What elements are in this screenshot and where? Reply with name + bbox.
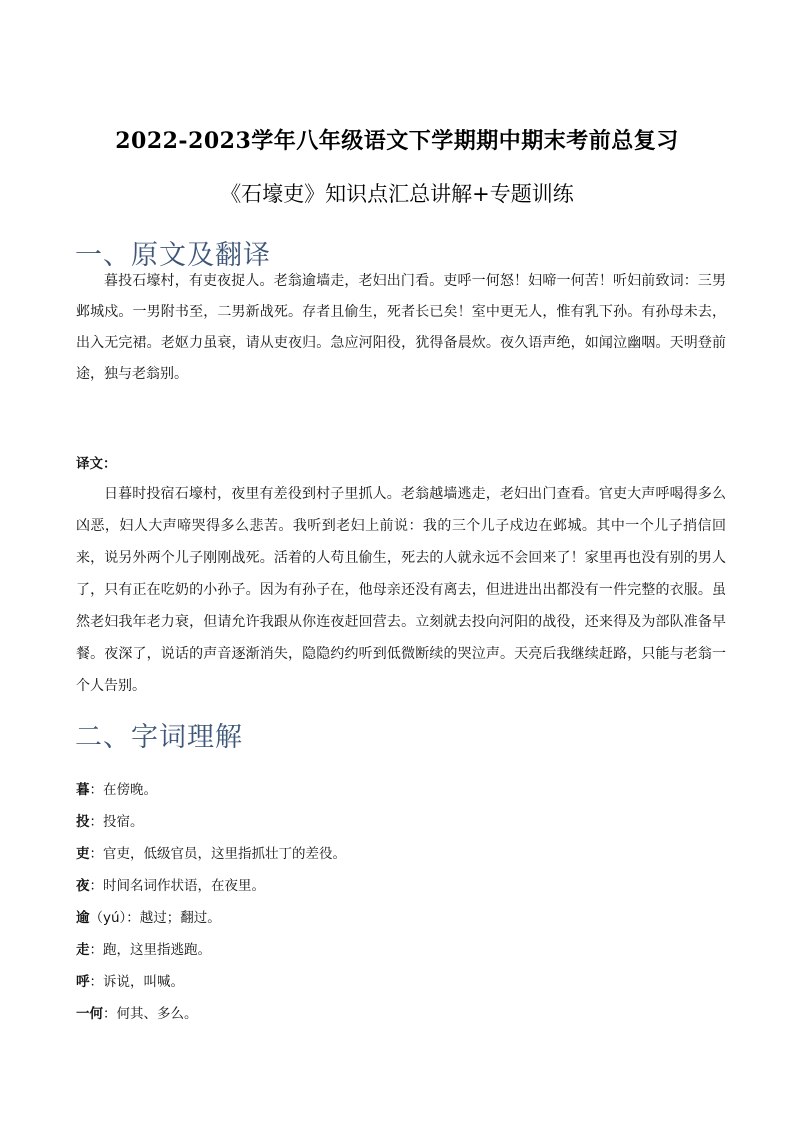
vocab-definition: ：时间名词作状语，在夜里。 xyxy=(89,878,265,894)
vocab-term: 呼 xyxy=(76,974,90,990)
original-text-paragraph: 暮投石壕村，有吏夜捉人。老翁逾墙走，老妇出门看。吏呼一何怒！妇啼一何苦！听妇前致词：三男邺城戍。一男附书至，二男新战死。存者且偷生，死者长已矣！室中更无人，惟有乳下孙。有孙母未去，出入无完裙。老妪力虽衰，请从吏夜归。急应河阳役，犹得备晨炊。夜久语声绝，如闻泣幽咽。天明登前途，独与老翁别。 xyxy=(76,273,726,382)
document-title: 2022-2023学年八年级语文下学期期中期末考前总复习 xyxy=(115,128,679,154)
vocab-item xyxy=(76,998,726,1030)
vocab-item xyxy=(76,870,726,902)
vocab-item xyxy=(76,966,726,998)
vocab-item xyxy=(76,774,726,806)
vocab-definition: ：跑，这里指逃跑。 xyxy=(89,942,211,958)
vocab-item xyxy=(76,902,726,934)
vocab-term: 走 xyxy=(76,942,90,958)
vocab-item xyxy=(76,838,726,870)
vocab-definition: ：何其、多么。 xyxy=(103,1006,198,1022)
vocab-term: 逾 xyxy=(76,910,90,926)
vocab-item xyxy=(76,934,726,966)
vocab-term: 夜 xyxy=(76,878,90,894)
section-heading-original: 一、原文及翻译 xyxy=(75,240,271,271)
section-heading-vocabulary: 二、字词理解 xyxy=(75,722,243,753)
translation-paragraph: 日暮时投宿石壕村，夜里有差役到村子里抓人。老翁越墙逃走，老妇出门查看。官吏大声呼喝得多么凶恶，妇人大声啼哭得多么悲苦。我听到老妇上前说：我的三个儿子戍边在邺城。其中一个儿子捎信回来，说另外两个儿子刚刚战死。活着的人苟且偷生，死去的人就永远不会回来了！家里再也没有别的男人了，只有正在吃奶的小孙子。因为有孙子在，他母亲还没有离去，但进进出出都没有一件完整的衣服。虽然老妇我年老力衰，但请允许我跟从你连夜赶回营去。立刻就去投向河阳的战役，还来得及为部队准备早餐。夜深了，说话的声音逐渐消失，隐隐约约听到低微断续的哭泣声。天亮后我继续赶路，只能与老翁一个人告别。 xyxy=(76,486,726,694)
vocab-term: 暮 xyxy=(76,782,90,798)
document-subtitle: 《石壕吏》知识点汇总讲解+专题训练 xyxy=(220,182,574,206)
vocab-item xyxy=(76,806,726,838)
vocab-definition: ：在傍晚。 xyxy=(89,782,157,798)
vocab-definition: ：官吏，低级官员，这里指抓壮丁的差役。 xyxy=(89,846,346,862)
vocab-term: 吏 xyxy=(76,846,90,862)
vocab-term: 投 xyxy=(76,814,90,830)
translation-label: 译文： xyxy=(76,456,117,472)
vocabulary-list xyxy=(76,774,726,1030)
vocab-definition: （yú）：越过；翻过。 xyxy=(89,910,221,926)
vocab-definition: ：诉说，叫喊。 xyxy=(89,974,184,990)
vocab-definition: ：投宿。 xyxy=(89,814,144,830)
vocab-term: 一何 xyxy=(76,1006,103,1022)
